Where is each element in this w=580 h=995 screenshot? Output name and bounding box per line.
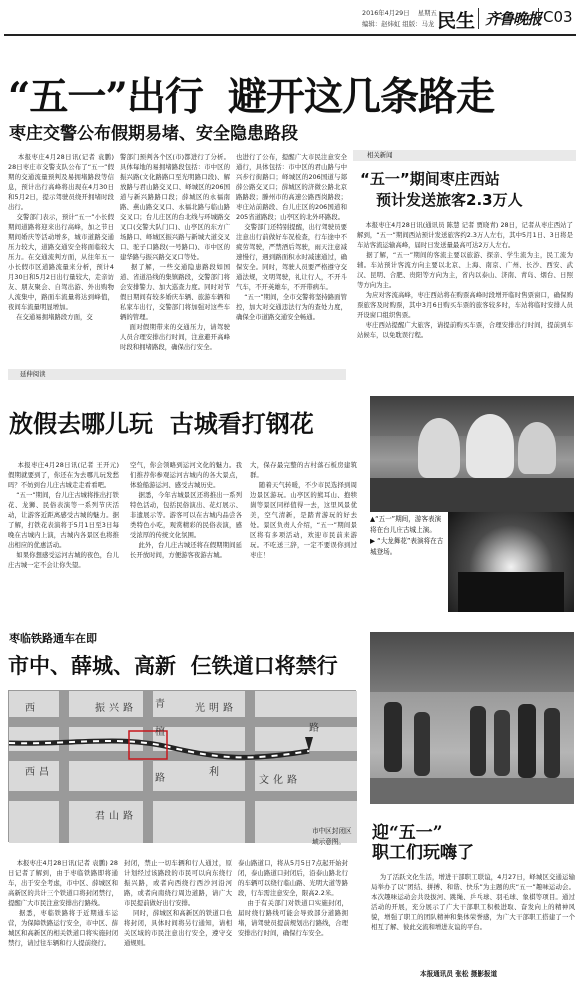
rail-headline: 市中、薛城、高新 仨铁道口将禁行	[8, 654, 338, 678]
lion-dance-photo	[370, 396, 574, 512]
map-label-17: 化	[273, 775, 283, 786]
issue-date: 2016年4月29日	[362, 9, 410, 17]
map-label-0: 西	[25, 703, 35, 714]
map-label-18: 路	[287, 775, 297, 786]
rail-kicker: 枣临铁路通车在即	[9, 632, 97, 645]
related-body: 本报枣庄4月28日讯(通讯员 陈慧 记者 贾晓青) 28日，记者从枣庄西站了解到，“五一”期间西站预计发送旅客约2.3万人左右，其中5月1日、3日将是车站客流运输高峰，届时日发送量最高可达2万人左右。 据了解，“五一”期间的客流主要以旅游、探亲、学生流为主，民工流为辅。车站预计客流方向主要以北京、上海、南京、广州、长沙、西安、武汉、昆明、合肥、贵阳等方向为主，省内以泰山、济南、青岛、烟台、日照等方向为主。 为应对客流高峰，枣庄西站将在购票高峰时段增开临时售票窗口，确保购票旅客及时购票，其中3月6日购买车票的旅客较多时，车站将临时安排人员开设窗口组织售票。 枣庄西站提醒广大旅客，请提前购买车票，合理安排出行时间，提前到车站候车，以免耽误行程。	[357, 221, 573, 339]
header-rule	[4, 34, 576, 36]
travel-photo-caption: ▲“五一”期间，游客表演将在台儿庄古城上演。 ▶ “大龙舞花”表演将在古城登场。	[370, 515, 444, 556]
travel-column-2: 空气，你会领略到运河文化的魅力。我们推荐你参观运河古城内的各大景点，体验船游运河、感受古城历史。 据悉，今年古城景区还将推出一系列特色活动，包括民俗演出、花灯展示、非遗展示等。游客可以在古城内品尝各类特色小吃，观赏精彩的民俗表演，感受浓厚的传统文化氛围。 此外，台儿庄古城还将在假期期间延长开放时间，方便游客夜游古城。	[130, 461, 242, 559]
related-headline-1: “五一”期间枣庄西站	[360, 170, 500, 188]
page-number: C03	[538, 8, 573, 26]
travel-column-3: 大，保存最完整的古村落石板房建筑群。 随着天气转暖，不少市民选择到周边景区游玩。山亭区的熊耳山、抱犊崮等景区同样值得一去，这里风景优美，空气清新，是踏青游玩的好去处。景区负责人介绍，“五一”期间景区将有多项活动，欢迎市民前来游玩。不吃送三辞，一定不要误你到过枣庄！	[250, 461, 357, 559]
map-label-12: 路	[155, 773, 165, 784]
related-headline-2: 预计发送旅客2.3万人	[376, 191, 523, 209]
rail-column-3: 泰山路道口，将从5月5日7点起开始封闭，泰山路道口封闭后，沿泰山路北行的车辆可以绕行临山路、光明大道等路段，行车需注意安全，限高2.2米。 由于有关部门对铁道口实施封闭，届时绕行路线可能会导致部分道路拥堵，请驾驶员提前规划出行路线，合理安排出行时间，确保行车安全。	[238, 859, 348, 937]
map-label-10: 青	[155, 699, 165, 710]
mayday-byline: 本报通讯员 张松 摄影报道	[420, 970, 498, 978]
map-label-3: 路	[123, 703, 133, 714]
section-name: 民生	[437, 10, 476, 32]
lead-headline: “五一”出行 避开这几条路走	[8, 74, 495, 120]
related-tag: 相关新闻	[353, 150, 576, 161]
map-label-9: 路	[123, 811, 133, 822]
extend-tag: 延伸阅读	[8, 369, 346, 380]
map-label-16: 文	[259, 775, 269, 786]
iron-flower-photo	[448, 512, 574, 612]
lead-column-1: 本报枣庄4月28日讯(记者 袁鹏) 28日枣庄市交警支队公布了“五一”假期的交通流量预判及易拥堵路段等信息，预计出行高峰将出现在4月30日和5月2日，提示驾驶员绕开拥堵时段出行。 交警部门表示，预计“五一”小长假期间道路将迎来出行高峰，加之节日期间婚庆等活动增多，城市道路交通压力较大，道路交通安全将面临较大压力。在交通流判方面，从往年五一小长假市区道路流量来分析，预计4月30日和5月2日出行量较大，走亲访友、朋友聚会、自驾出游、外出购物人流集中，路面车流量将达到峰值，夜间车流量明显增加。 在交通易拥堵路段方面，交	[8, 153, 114, 321]
lead-column-2: 警部门预判各个区(市)都进行了分析。具体每地的易拥堵路段包括：市中区的振兴路(文化路路口至光明路口段)、解放路与君山路交叉口、峄城区的206国道与新兴路路口段；薛城区的永福南路、燕山路交叉口、永福北路与临山路交叉口；台儿庄区的台北线与环城路交叉口(交警大队门口)、山亭区的东方广场路口、峄城区振兴路与新城大道交叉口、驼子口路段(一号路口)、市中区的建华路与振兴路交叉口等处。 据了解，一些交通隐患路段如国道、省道沿线的集镇路段，交警部门将会安排警力、加大巡查力度。同时对节假日期间有较多婚庆车辆、旅游车辆和私家车出行，交警部门将加强对这些车辆的管理。 面对假期带来的交通压力，请驾驶人员合理安排出行时间，注意避开高峰时段和拥堵路段，确保出行安全。	[120, 153, 230, 351]
brand-logo: 齐鲁晚报	[478, 8, 541, 29]
map-label-11: 檀	[155, 727, 165, 738]
issue-weekday: 星期五	[417, 9, 437, 17]
lead-column-3: 也进行了公布，提醒广大市民注意安全通行，具体包括：市中区的君山路与中兴步行街路口；峄城区的206国道与郯薛公路交叉口；薛城区的济微公路北京路路段；滕州市的高速公路西岗路段；枣庄站前路段、台儿庄区的206国道和205省道路段；山亭区的北外环路段。 交警部门还特别提醒，出行驾驶员要注意出行前做好车况检查，行车途中不疲劳驾驶，严禁酒后驾驶，雨天注意减速慢行，遇到路面积水时减速通过，确保安全。同时，驾驶人员要严格遵守交通法规，文明驾驶，礼让行人，不开斗气车，不开英雄车，不开带病车。 “五一”期间，全市交警将坚持路面管控，加大对交通违法行为的查处力度，确保全市道路交通安全畅通。	[236, 153, 347, 321]
map-label-1: 振	[95, 703, 105, 714]
mayday-body: 为了活跃文化生活，增进干部职工联谊，4月27日，峄城区交通运输局举办了以“团结、拼搏、和谐、快乐”为主题的庆“五一”趣味运动会。本次趣味运动会共设拔河、跳绳、乒乓球、羽毛球、象棋等项目。通过活动的开展，充分展示了广大干部职工积极进取、奋发向上的精神风貌，增强了职工的团队精神和集体荣誉感，为广大干部职工搭建了一个相互了解、彼此交流和增进友谊的平台。	[371, 873, 575, 931]
map-label-14: 昌	[39, 767, 49, 778]
travel-headline: 放假去哪儿玩 古城看打钢花	[9, 409, 314, 438]
map-caption: 市中区封闭区域示意图。	[312, 827, 352, 846]
map-label-8: 山	[109, 811, 119, 822]
map-label-2: 兴	[109, 703, 119, 714]
map-label-7: 君	[95, 811, 105, 822]
tug-of-war-photo	[370, 632, 574, 804]
rail-column-1: 本报枣庄4月28日讯(记者 袁鹏) 28日记者了解到，由于枣临铁路即将通车，出于安全考虑，市中区、薛城区和高新区的共计三个铁道口将封闭禁行，提醒广大市民注意安排出行路线。 据悉，枣临铁路将于近期通车运营，为保障铁路运行安全，市中区、薛城区和高新区的相关铁道口将实施封闭禁行，请过往车辆和行人提前绕行。	[8, 859, 118, 947]
travel-column-1: 本报枣庄4月28日讯(记者 王开元) 假期就要到了，你还在为去哪儿玩发愁吗？不妨到台儿庄古城走走看看吧。 “五一”期间，台儿庄古城将推出打铁花、龙狮、民俗表演等一系列节庆活动，让游客近距离感受古城的魅力。据了解，打铁花表演将于5月1日至3日每晚在古城内上演，古城内各景区也将推出相应的优惠活动。 如果你想感受运河古城的夜色，台儿庄古城一定不会让你失望。	[8, 461, 119, 569]
map-label-5: 明	[209, 703, 219, 714]
map-label-4: 光	[195, 703, 205, 714]
map-graphic	[9, 691, 357, 843]
map-label-13: 西	[25, 767, 35, 778]
map-label-6: 路	[223, 703, 233, 714]
lead-subhead: 枣庄交警公布假期易堵、安全隐患路段	[9, 124, 298, 144]
header-editors: 编辑：赵炜虹 组版：马龙	[362, 20, 435, 28]
header-date	[362, 8, 437, 17]
rail-column-2: 封闭，禁止一切车辆和行人通过，原计划经过该路段的市民可以向东绕行振兴路，或者向西绕行西沙河沿河路，或者向南绕行周边道路，请广大市民提前做好出行安排。 同时，薛城区和高新区的铁道口也将封闭，具体时间将另行通知，请相关区域的市民注意出行安全，遵守交通规则。	[124, 859, 232, 947]
rail-map	[8, 690, 356, 842]
map-label-19: 利	[209, 767, 219, 778]
map-label-15: 路	[309, 723, 319, 734]
mayday-headline-2: 职工们玩嗨了	[372, 843, 474, 863]
mayday-headline-1: 迎“五一”	[372, 823, 443, 843]
